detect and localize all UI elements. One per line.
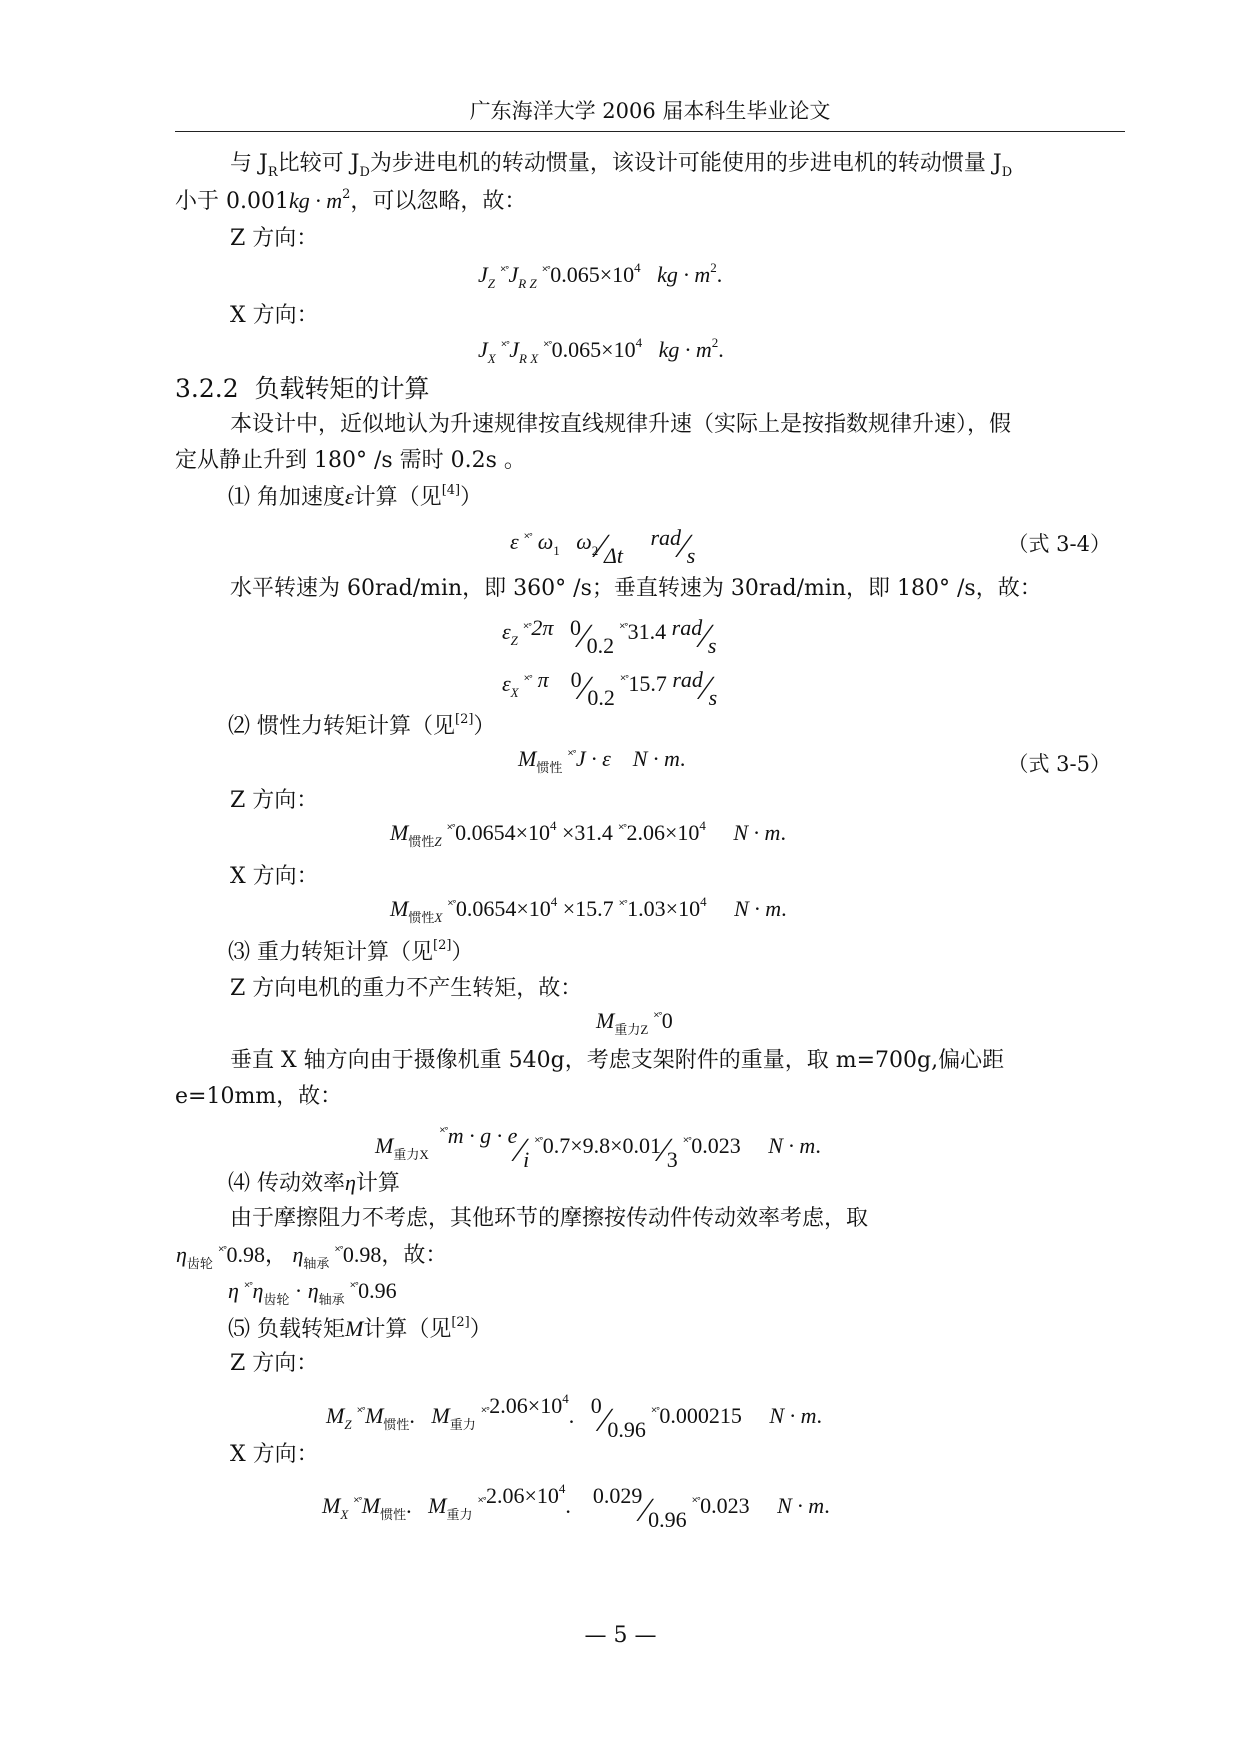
equation-number: （式 3-5） bbox=[1007, 752, 1111, 776]
text: ，可以忽略，故： bbox=[350, 189, 527, 214]
list-item-2: ⑵ 惯性力转矩计算（见[2]） bbox=[228, 712, 496, 739]
list-item-3: ⑶ 重力转矩计算（见[2]） bbox=[228, 938, 474, 965]
equation-eta-values: $\eta_{齿轮}$ ˟˚0.98， $\eta_{轴承}$ ˟˚0.98，故： bbox=[176, 1242, 448, 1271]
equation-jx: $J_X$ $^{˟˚}J_{R X}$ $^{˟˚}0.065\times 10^4$ kg · $m^2$. bbox=[478, 335, 724, 366]
page-header: 广东海洋大学 2006 届本科生毕业论文 bbox=[469, 99, 831, 123]
equation-epsilon: ε ˟˚ $\omega_1$ $\omega_2∕\Delta t$ rad∕s bbox=[510, 525, 696, 568]
subscript: R bbox=[267, 165, 278, 180]
x-direction-label: X 方向： bbox=[230, 303, 319, 328]
paragraph-line: e=10mm，故： bbox=[175, 1084, 343, 1109]
equation-mz-total: $M_Z$ $^{˟˚}M_{惯性}$. $M_{重力}$ $^{˟˚}2.06\times 10^4$. 0∕0.96 ˟˚0.000215 N · m. bbox=[326, 1391, 822, 1442]
section-number: 3.2.2 bbox=[175, 374, 239, 403]
list-item-5: ⑸ 负载转矩M计算（见[2]） bbox=[228, 1315, 492, 1342]
x-direction-label: X 方向： bbox=[230, 864, 319, 889]
superscript: 2 bbox=[342, 187, 351, 202]
list-item-4: ⑷ 传动效率η计算 bbox=[228, 1170, 400, 1196]
equation-m-inertia: $M_{惯性}$ ˟˚J · ε N · m. bbox=[518, 746, 686, 775]
header-rule bbox=[175, 131, 1125, 132]
equation-mx-inertia: $M_{惯性X}$ $^{˟˚}0.0654\times 10^4 \times 15.7$ $^{˟˚}1.03\times 10^4$ N · m. bbox=[390, 894, 787, 925]
equation-mz-gravity: $M_{重力Z}$ ˟˚0 bbox=[596, 1008, 673, 1037]
equation-mx-gravity: $M_{重力X}$ ˟˚m · g · e∕i ˟˚0.7×9.8×0.01∕3 ˟˚0.023 N · m. bbox=[375, 1123, 821, 1172]
section-title: 负载转矩的计算 bbox=[254, 374, 430, 403]
text: 为步进电机的转动惯量，该设计可能使用的步进电机的转动惯量 J bbox=[369, 151, 1002, 176]
text: 比较可 J bbox=[277, 151, 360, 176]
z-direction-label: Z 方向： bbox=[230, 1351, 319, 1376]
subscript: D bbox=[359, 165, 370, 180]
paragraph-line: 由于摩擦阻力不考虑，其他环节的摩擦按传动件传动效率考虑，取 bbox=[230, 1206, 869, 1231]
equation-jz: $J_Z$ $^{˟˚}J_{R Z}$ $^{˟˚}0.065\times 10^4$ kg · $m^2$. bbox=[478, 260, 723, 291]
page-number: — 5 — bbox=[584, 1623, 657, 1648]
equation-number: （式 3-4） bbox=[1007, 532, 1111, 556]
paragraph-line: 水平转速为 60rad/min，即 360° /s；垂直转速为 30rad/min，即 180° /s，故： bbox=[230, 576, 1042, 601]
paragraph-line bbox=[175, 187, 527, 214]
paragraph-line: Z 方向电机的重力不产生转矩，故： bbox=[230, 976, 583, 1001]
paragraph-line: 本设计中，近似地认为升速规律按直线规律升速（实际上是按指数规律升速），假 bbox=[230, 412, 1012, 437]
math-unit: kg · m bbox=[288, 188, 343, 213]
list-item-1: ⑴ 角加速度ε计算（见[4]） bbox=[228, 483, 483, 510]
text: 与 J bbox=[230, 151, 268, 176]
equation-mx-total: $M_X$ $^{˟˚}M_{惯性}$. $M_{重力}$ $^{˟˚}2.06\times 10^4$. 0.029∕0.96 ˟˚0.023 N · m. bbox=[322, 1481, 830, 1532]
text: 小于 0.001 bbox=[175, 189, 289, 214]
z-direction-label: Z 方向： bbox=[230, 788, 319, 813]
paragraph-line bbox=[230, 151, 1013, 180]
section-heading bbox=[175, 376, 430, 401]
z-direction-label: Z 方向： bbox=[230, 226, 319, 251]
x-direction-label: X 方向： bbox=[230, 1442, 319, 1467]
equation-eta-total: η $^{˟˚}\eta_{齿轮} \cdot \eta_{轴承}$ ˟˚0.96 bbox=[228, 1278, 397, 1307]
equation-epsilon-x: $\varepsilon_X$ ˟˚ π 0∕0.2 ˟˚15.7 rad∕s bbox=[502, 667, 718, 710]
subscript: D bbox=[1001, 165, 1013, 180]
paragraph-line: 垂直 X 轴方向由于摄像机重 540g，考虑支架附件的重量，取 m=700g,偏心距 bbox=[230, 1048, 1005, 1073]
paragraph-line: 定从静止升到 180° /s 需时 0.2s 。 bbox=[175, 448, 526, 473]
equation-mz-inertia: $M_{惯性Z}$ $^{˟˚}0.0654\times 10^4 \times 31.4$ $^{˟˚}2.06\times 10^4$ N · m. bbox=[390, 818, 786, 849]
equation-epsilon-z: $\varepsilon_Z$ ˟˚2π 0∕0.2 ˟˚31.4 rad∕s bbox=[502, 615, 717, 658]
